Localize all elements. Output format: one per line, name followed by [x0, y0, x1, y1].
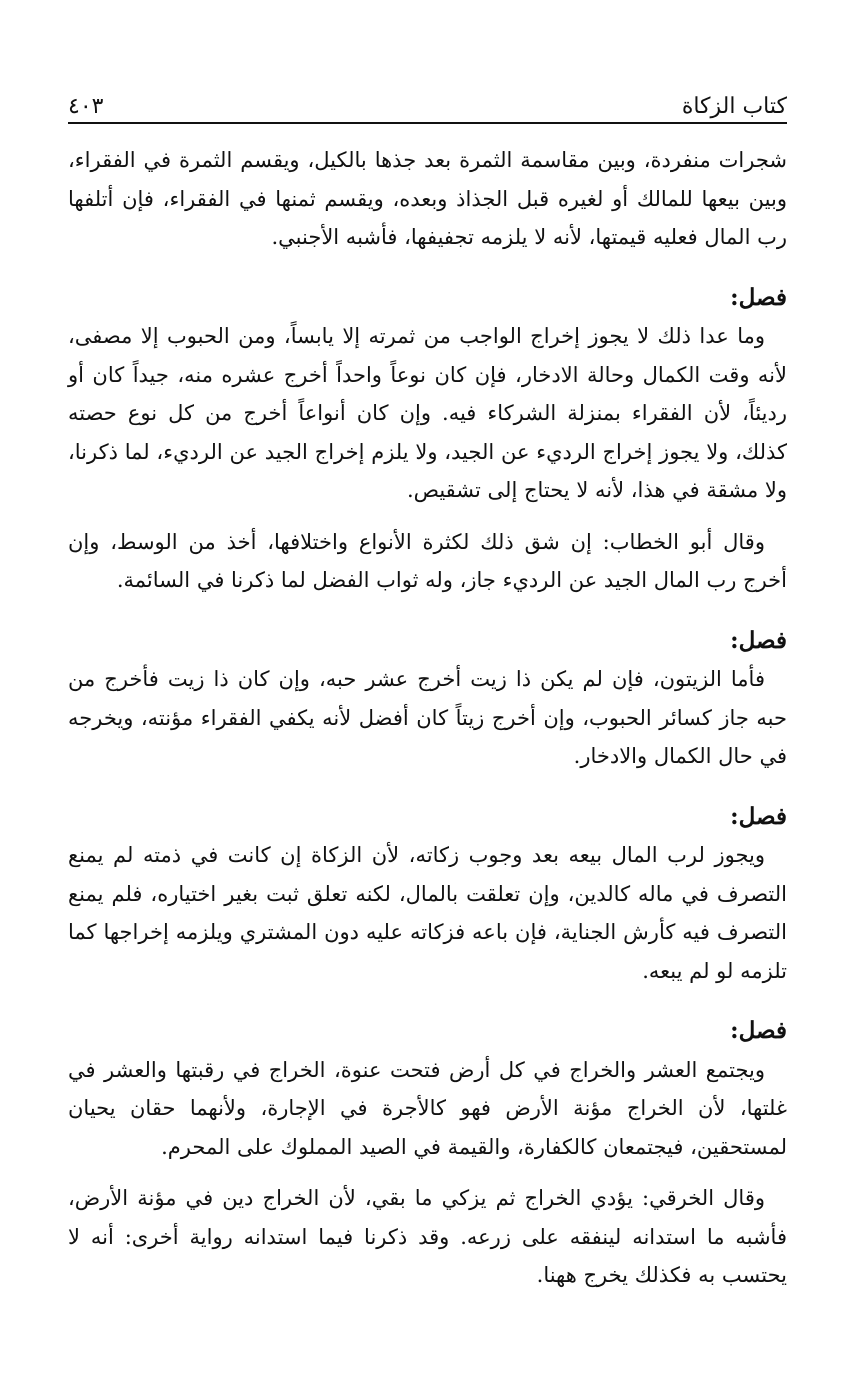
paragraph: وما عدا ذلك لا يجوز إخراج الواجب من ثمرته إلا يابساً، ومن الحبوب إلا مصفى، لأنه وقت الكمال وحالة الادخار، فإن كان نوعاً واحداً أخرج عشره منه، جيداً كان أو رديئاً، لأن الفقراء بمنزلة الشركاء فيه. وإن كان أنواعاً أخرج من كل نوع حصته كذلك، ولا يجوز إخراج الرديء عن الجيد، ولا يلزم إخراج الجيد عن الرديء، لما ذكرنا، ولا مشقة في هذا، لأنه لا يحتاج إلى تشقيص.: [68, 324, 787, 502]
section-heading: فصل:: [730, 802, 787, 830]
section-heading: فصل:: [730, 283, 787, 311]
header-divider: [68, 122, 787, 124]
paragraph: ويجوز لرب المال بيعه بعد وجوب زكاته، لأن الزكاة إن كانت في ذمته لم يمنع التصرف في ماله كالدين، وإن تعلقت بالمال، لكنه تعلق ثبت بغير اختياره، فلم يمنع التصرف فيه كأرش الجناية، فإن باعه فزكاته عليه دون المشتري ويلزمه إخراجها كما تلزمه لو لم يبعه.: [68, 843, 787, 983]
paragraph: وقال الخرقي: يؤدي الخراج ثم يزكي ما بقي، لأن الخراج دين في مؤنة الأرض، فأشبه ما استدانه لينفقه على زرعه. وقد ذكرنا فيما استدانه رواية أخرى: أنه لا يحتسب به فكذلك يخرج ههنا.: [68, 1186, 787, 1287]
section-heading: فصل:: [730, 1017, 787, 1044]
book-title: كتاب الزكاة: [681, 94, 787, 119]
paragraph-continuation: شجرات منفردة، وبين مقاسمة الثمرة بعد جذها بالكيل، ويقسم الثمرة في الفقراء، وبين بيعها للمالك أو لغيره قبل الجذاذ وبعده، ويقسم ثمنها في الفقراء، فإن أتلفها رب المال فعليه قيمتها، لأنه لا يلزمه تجفيفها، فأشبه الأجنبي.: [68, 148, 787, 249]
paragraph: ويجتمع العشر والخراج في كل أرض فتحت عنوة، الخراج في رقبتها والعشر في غلتها، لأن الخراج مؤنة الأرض فهو كالأجرة في الإجارة، ولأنهما حقان يحيان لمستحقين، فيجتمعان كالكفارة، والقيمة في الصيد المملوك على المحرم.: [68, 1057, 787, 1159]
paragraph: وقال أبو الخطاب: إن شق ذلك لكثرة الأنواع واختلافها، أخذ من الوسط، وإن أخرج رب المال الجيد عن الرديء جاز، وله ثواب الفضل لما ذكرنا في السائمة.: [68, 529, 787, 592]
book-page: [68, 0, 787, 1383]
section-heading: فصل:: [730, 626, 787, 654]
paragraph: فأما الزيتون، فإن لم يكن ذا زيت أخرج عشر حبه، وإن كان ذا زيت فأخرج من حبه جاز كسائر الحبوب، وإن أخرج زيتاً كان أفضل لأنه يكفي الفقراء مؤنته، ويخرجه في حال الكمال والادخار.: [68, 667, 787, 768]
body-text: [68, 141, 787, 1295]
page-number: ٤٠٣: [68, 94, 104, 119]
running-header: [68, 78, 787, 118]
